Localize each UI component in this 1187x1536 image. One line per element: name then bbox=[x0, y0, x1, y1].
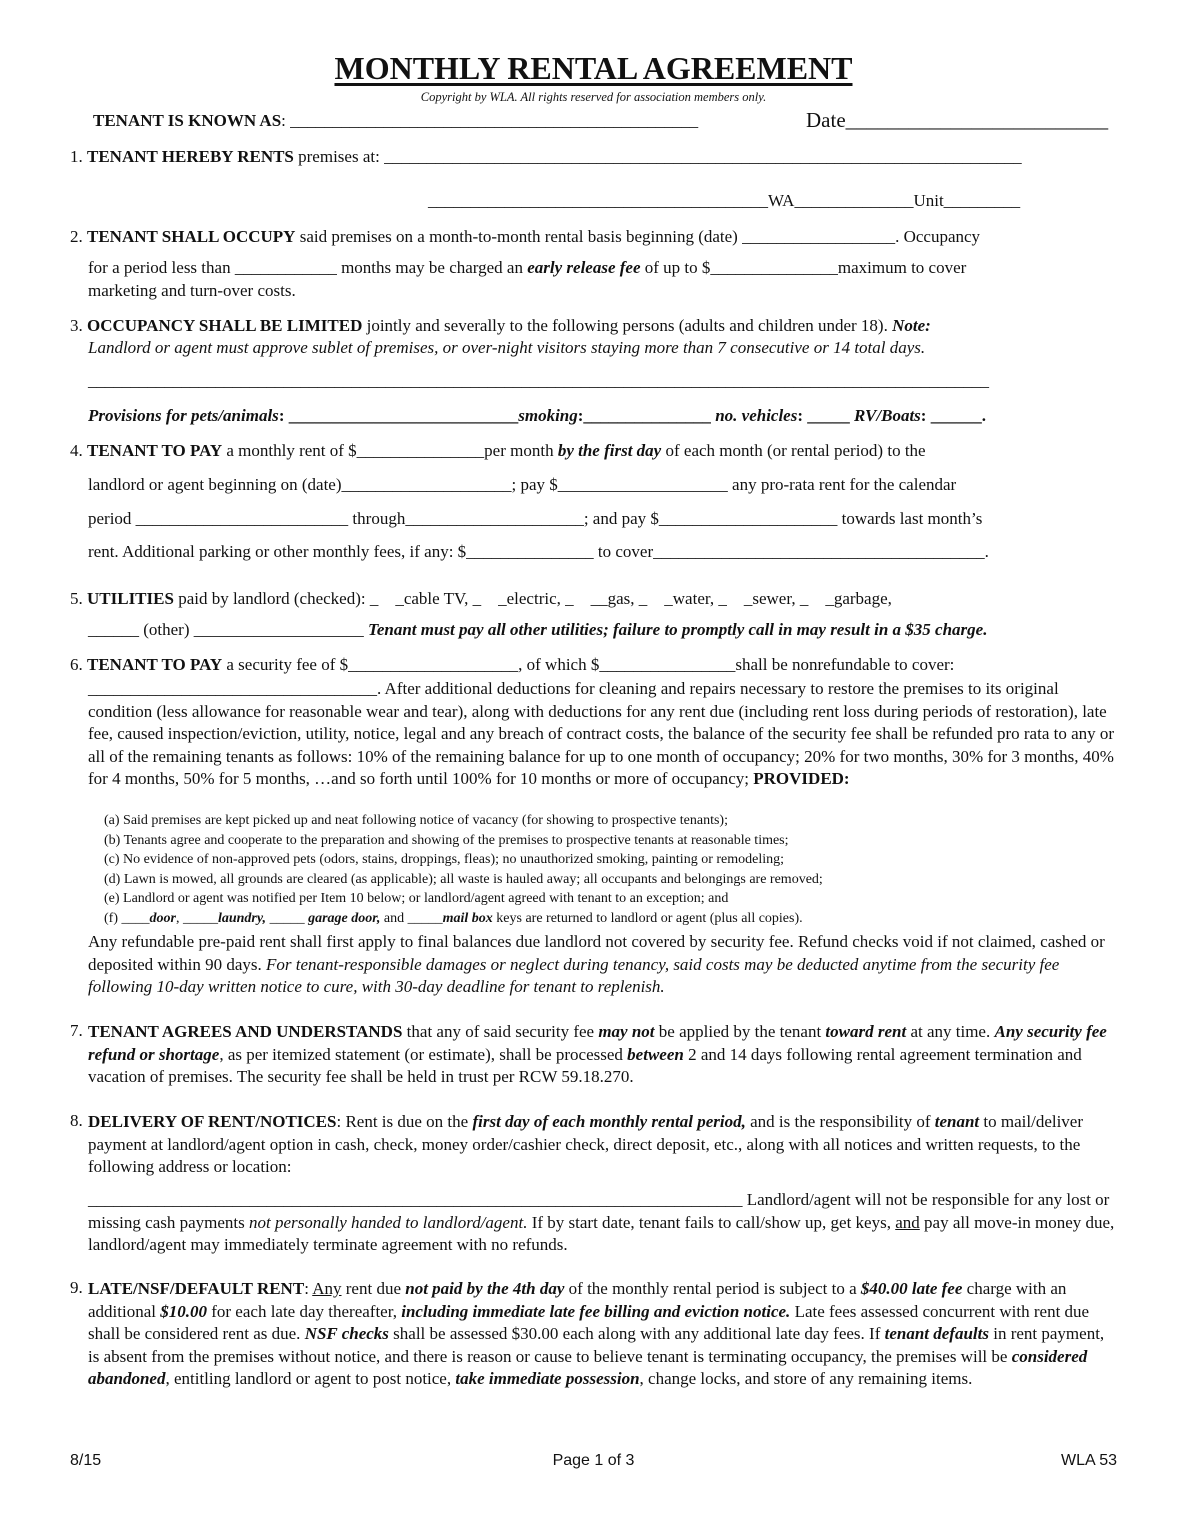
condition-b: (b) Tenants agree and cooperate to the preparation and showing of the premises to prospective tenants at reasonable times; bbox=[104, 833, 789, 848]
condition-c: (c) No evidence of non-approved pets (odors, stains, droppings, fleas); no unauthorized smoking, painting or remodeling; bbox=[104, 852, 785, 867]
premises-city-unit-field[interactable]: ________________________________________WA______________Unit_________ bbox=[428, 191, 1021, 210]
section-5-line-2: ______ (other) ____________________ Tenant must pay all other utilities; failure to promptly call in may result in a $35 charge. bbox=[88, 620, 988, 639]
condition-f: (f) ____door, _____laundry, _____ garage door, and _____mail box keys are returned to landlord or agent (plus all copies). bbox=[104, 911, 803, 926]
section-7-number: 7. bbox=[70, 1021, 83, 1040]
section-4-line-3: period _________________________ through_____________________; and pay $_____________________ towards last month’s bbox=[88, 509, 983, 528]
section-7-body: TENANT AGREES AND UNDERSTANDS that any of said security fee may not be applied by the tenant toward rent at any time. Any security fee refund or shortage, as per itemized statement (or estimate), shall be processed between 2 and 14 days following rental agreement termination and vacation of premises. The security fee shall be held in trust per RCW 59.18.270. bbox=[88, 1022, 1107, 1086]
section-2-line-2: for a period less than ____________ months may be charged an early release fee of up to $_______________maximum to cover bbox=[88, 258, 967, 277]
premises-address-field[interactable]: ___________________________________________________________________________ bbox=[384, 147, 1022, 166]
section-4-line-4: rent. Additional parking or other monthly fees, if any: $_______________ to cover_______________________________________. bbox=[88, 542, 989, 561]
section-8-continued: _____________________________________________________________________________ Landlord/agent will not be responsible for any lost or missing cash payments not personally handed to landlord/agent. If by start date, tenant fails to call/show up, get keys, and pay all move-in money due, landlord/agent may immediately terminate agreement with no refunds. bbox=[88, 1190, 1115, 1254]
date-field[interactable]: _________________________ bbox=[845, 108, 1109, 132]
section-1: 1. TENANT HEREBY RENTS premises at: ___________________________________________________________________________ bbox=[70, 147, 1022, 166]
pets-field[interactable]: : ___________________________ bbox=[278, 406, 519, 425]
tenant-name-field[interactable]: ________________________________________________ bbox=[290, 111, 699, 130]
condition-d: (d) Lawn is mowed, all grounds are cleared (as applicable); all waste is hauled away; all occupants and belongings are removed; bbox=[104, 872, 823, 887]
section-6-closing: Any refundable pre-paid rent shall first apply to final balances due landlord not covered by security fee. Refund checks void if not claimed, cashed or deposited within 90 days. For tenant-responsible damages or neglect during tenancy, said costs may be deducted anytime from the security fee following 10-day written notice to cure, with 30-day deadline for tenant to replenish. bbox=[88, 932, 1105, 996]
vehicles-field[interactable]: : _____ bbox=[797, 406, 855, 425]
payment-location-field[interactable]: _____________________________________________________________________________ Landlord/agent will not be responsible for any lost or missing cash payments bbox=[88, 1190, 1110, 1232]
rv-boats-field[interactable]: : ______. bbox=[920, 406, 986, 425]
section-2-line-3: marketing and turn-over costs. bbox=[88, 281, 296, 300]
condition-a: (a) Said premises are kept picked up and neat following notice of vacancy (for showing to prospective tenants); bbox=[104, 813, 728, 828]
date-line: Date_________________________ bbox=[806, 108, 1109, 132]
provisions-line: Provisions for pets/animals: ___________________________smoking:_______________ no. vehicles: _____ RV/Boats: ______. bbox=[88, 406, 986, 425]
section-4-line-2: landlord or agent beginning on (date)____________________; pay $____________________ any pro-rata rent for the calendar bbox=[88, 475, 957, 494]
section-9-body: LATE/NSF/DEFAULT RENT: Any rent due not paid by the 4th day of the monthly rental period is subject to a $40.00 late fee charge with an additional $10.00 for each late day thereafter, including immediate late fee billing and eviction notice. Late fees assessed concurrent with rent due shall be considered rent as due. NSF checks shall be assessed $30.00 each along with any additional late day fees. If tenant defaults in rent payment, is absent from the premises without notice, and there is reason or cause to believe tenant is terminating occupancy, the premises will be considered abandoned, entitling landlord or agent to post notice, take immediate possession, change locks, and store of any remaining items. bbox=[88, 1279, 1105, 1388]
condition-e: (e) Landlord or agent was notified per Item 10 below; or landlord/agent agreed with tenant to an exception; and bbox=[104, 891, 729, 906]
section-8-body: DELIVERY OF RENT/NOTICES: Rent is due on the first day of each monthly rental period, and is the responsibility of tenant to mail/deliver payment at landlord/agent option in cash, check, money order/cashier check, direct deposit, etc., along with all notices and written requests, to the following address or location: bbox=[88, 1112, 1084, 1176]
section-6-line-1: 6. TENANT TO PAY a security fee of $____________________, of which $________________shall be nonrefundable to cover: bbox=[70, 655, 955, 674]
smoking-field[interactable]: :_______________ bbox=[577, 406, 716, 425]
section-9-number: 9. bbox=[70, 1278, 83, 1297]
copyright-notice: Copyright by WLA. All rights reserved for association members only. bbox=[420, 90, 767, 104]
section-6-body: __________________________________. After additional deductions for cleaning and repairs necessary to restore the premises to its original condition (less allowance for reasonable wear and tear), along with deductions for any rent due (including rent loss during periods of restoration), late fee, caused inspection/eviction, utility, notice, legal and any breach of contract costs, the balance of the security fee shall be refunded pro rata to any or all of the remaining tenants as follows: 10% of the remaining balance for up to one month of occupancy; 20% for two months, 30% for 3 months, 40% for 4 months, 50% for 5 months, …and so forth until 100% for 10 months or more of occupancy; PROVIDED: bbox=[88, 679, 1115, 788]
footer-form-id: WLA 53 bbox=[1060, 1452, 1117, 1469]
section-3-line-1: 3. OCCUPANCY SHALL BE LIMITED jointly and severally to the following persons (adults and children under 18). Note: bbox=[70, 316, 931, 335]
occupants-field[interactable]: __________________________________________________________________________________________________________ bbox=[88, 371, 989, 390]
footer-date: 8/15 bbox=[70, 1452, 102, 1469]
section-5-line-1: 5. UTILITIES paid by landlord (checked): _ _cable TV, _ _electric, _ __gas, _ _water, _ _sewer, _ _garbage, bbox=[70, 589, 892, 608]
tenant-known-line: TENANT IS KNOWN AS: ________________________________________________ bbox=[93, 111, 699, 130]
section-4-line-1: 4. TENANT TO PAY a monthly rent of $_______________per month by the first day of each month (or rental period) to the bbox=[70, 441, 926, 460]
section-8-number: 8. bbox=[70, 1111, 83, 1130]
footer-page-number: Page 1 of 3 bbox=[552, 1452, 635, 1469]
section-2-line-1: 2. TENANT SHALL OCCUPY said premises on a month-to-month rental basis beginning (date) __________________. Occupancy bbox=[70, 227, 981, 246]
document-title: MONTHLY RENTAL AGREEMENT bbox=[334, 50, 853, 86]
section-3-line-2: Landlord or agent must approve sublet of premises, or over-night visitors staying more than 7 consecutive or 14 total days. bbox=[88, 338, 926, 357]
